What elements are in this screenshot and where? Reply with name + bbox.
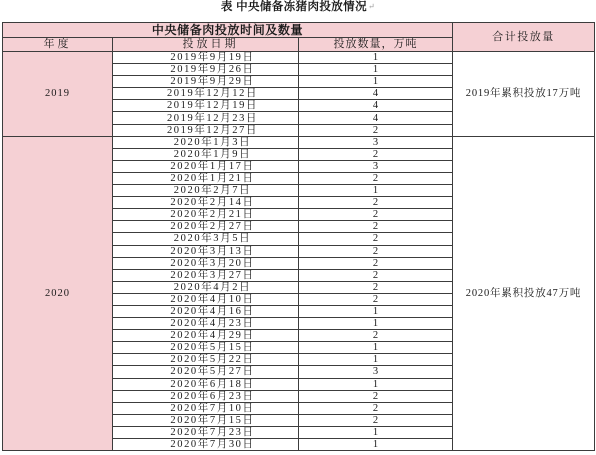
release-date-cell: 2020年2月21日	[113, 209, 299, 221]
release-quantity-cell: 1	[299, 318, 453, 330]
release-quantity-cell: 1	[299, 427, 453, 439]
release-date-cell: 2020年2月7日	[113, 185, 299, 197]
year-cell: 2020	[3, 137, 113, 451]
release-date-cell: 2020年7月10日	[113, 403, 299, 415]
release-quantity-cell: 2	[299, 173, 453, 185]
release-date-cell: 2020年1月9日	[113, 149, 299, 161]
release-date-cell: 2019年12月27日	[113, 125, 299, 137]
release-quantity-cell: 2	[299, 294, 453, 306]
release-date-cell: 2020年7月15日	[113, 415, 299, 427]
release-date-cell: 2020年1月17日	[113, 161, 299, 173]
release-date-cell: 2020年5月27日	[113, 366, 299, 378]
release-quantity-cell: 2	[299, 282, 453, 294]
release-quantity-cell: 4	[299, 88, 453, 100]
release-quantity-cell: 1	[299, 439, 453, 451]
release-quantity-cell: 2	[299, 246, 453, 258]
release-quantity-cell: 2	[299, 415, 453, 427]
total-release-header: 合计投放量	[453, 23, 595, 52]
release-quantity-cell: 1	[299, 76, 453, 88]
release-date-cell: 2020年7月30日	[113, 439, 299, 451]
release-quantity-cell: 1	[299, 342, 453, 354]
release-quantity-cell: 2	[299, 330, 453, 342]
quantity-column-header: 投放数量，万吨	[299, 38, 453, 52]
release-quantity-cell: 2	[299, 221, 453, 233]
release-quantity-cell: 2	[299, 233, 453, 245]
release-quantity-cell: 4	[299, 100, 453, 112]
release-date-cell: 2020年3月5日	[113, 233, 299, 245]
release-date-cell: 2019年9月29日	[113, 76, 299, 88]
release-date-cell: 2020年2月27日	[113, 221, 299, 233]
pork-release-table	[2, 22, 595, 451]
release-quantity-cell: 3	[299, 366, 453, 378]
release-quantity-cell: 1	[299, 306, 453, 318]
release-date-cell: 2020年5月22日	[113, 354, 299, 366]
release-quantity-cell: 1	[299, 354, 453, 366]
year-total-cell: 2020年累积投放47万吨	[453, 137, 595, 451]
release-quantity-cell: 2	[299, 270, 453, 282]
year-total-cell: 2019年累积投放17万吨	[453, 52, 595, 137]
release-date-cell: 2019年9月26日	[113, 64, 299, 76]
release-quantity-cell: 2	[299, 391, 453, 403]
release-date-cell: 2019年12月12日	[113, 88, 299, 100]
release-schedule-header: 中央储备肉投放时间及数量	[3, 23, 453, 38]
release-quantity-cell: 2	[299, 258, 453, 270]
release-quantity-cell: 3	[299, 161, 453, 173]
release-date-cell: 2020年1月21日	[113, 173, 299, 185]
release-quantity-cell: 1	[299, 52, 453, 64]
release-date-cell: 2020年4月29日	[113, 330, 299, 342]
release-date-cell: 2019年12月23日	[113, 112, 299, 124]
release-date-cell: 2020年2月14日	[113, 197, 299, 209]
release-date-cell: 2020年3月20日	[113, 258, 299, 270]
return-mark-icon: ↵	[367, 2, 376, 11]
release-quantity-cell: 1	[299, 379, 453, 391]
release-date-cell: 2020年4月16日	[113, 306, 299, 318]
release-quantity-cell: 2	[299, 197, 453, 209]
release-quantity-cell: 2	[299, 125, 453, 137]
release-quantity-cell: 3	[299, 137, 453, 149]
release-quantity-cell: 1	[299, 185, 453, 197]
release-date-cell: 2020年5月15日	[113, 342, 299, 354]
release-date-cell: 2020年4月2日	[113, 282, 299, 294]
year-cell: 2019	[3, 52, 113, 137]
release-quantity-cell: 2	[299, 403, 453, 415]
release-date-cell: 2019年12月19日	[113, 100, 299, 112]
release-date-cell: 2020年3月27日	[113, 270, 299, 282]
release-date-cell: 2020年4月23日	[113, 318, 299, 330]
release-quantity-cell: 2	[299, 209, 453, 221]
release-date-cell: 2019年9月19日	[113, 52, 299, 64]
release-date-cell: 2020年4月10日	[113, 294, 299, 306]
release-date-cell: 2020年6月23日	[113, 391, 299, 403]
date-column-header: 投放日期	[113, 38, 299, 52]
release-quantity-cell: 1	[299, 64, 453, 76]
release-date-cell: 2020年1月3日	[113, 137, 299, 149]
release-date-cell: 2020年6月18日	[113, 379, 299, 391]
release-quantity-cell: 4	[299, 112, 453, 124]
table-title	[0, 0, 596, 15]
table-title-text: 表 中央储备冻猪肉投放情况	[220, 1, 367, 13]
release-date-cell: 2020年7月23日	[113, 427, 299, 439]
year-column-header: 年度	[3, 38, 113, 52]
release-date-cell: 2020年3月13日	[113, 246, 299, 258]
release-quantity-cell: 2	[299, 149, 453, 161]
